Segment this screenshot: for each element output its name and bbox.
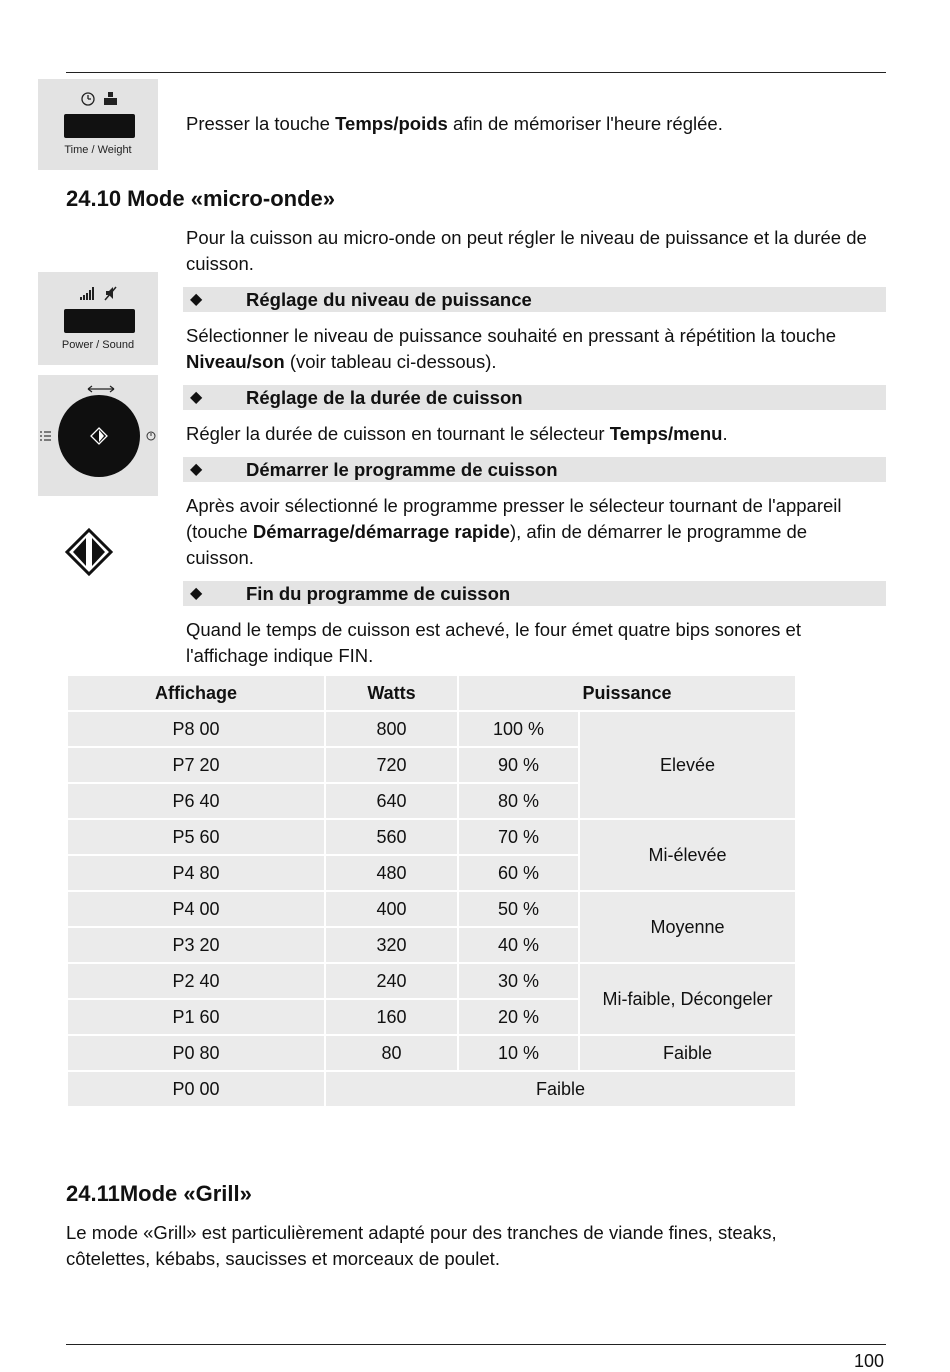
table-cell: P1 60: [67, 999, 325, 1035]
display-screen: [64, 114, 135, 138]
power-level-cell: Moyenne: [579, 891, 796, 963]
table-row: [67, 1071, 796, 1107]
table-cell: P4 00: [67, 891, 325, 927]
rotary-knob-icon: [38, 375, 158, 496]
table-cell: 100 %: [458, 711, 579, 747]
section-heading-micro: 24.10 Mode «micro-onde»: [66, 186, 335, 211]
table-row: [67, 1035, 796, 1071]
panel-caption: Time / Weight: [64, 144, 132, 156]
section-heading-grill: 24.11Mode «Grill»: [66, 1181, 252, 1206]
table-cell: 240: [325, 963, 458, 999]
bullet-bar: [183, 581, 886, 606]
display-screen: [64, 309, 135, 333]
table-header-row: [67, 675, 796, 711]
table-cell: 50 %: [458, 891, 579, 927]
diamond-bullet-icon: ◆: [190, 461, 203, 478]
grill-text: Le mode «Grill» est particulièrement adapté pour des tranches de viande fines, steaks, côtelettes, kébabs, saucisses et morceaux de poulet.: [66, 1222, 777, 1269]
table-cell: 80: [325, 1035, 458, 1071]
table-row: [67, 711, 796, 747]
table-cell: 720: [325, 747, 458, 783]
table-cell: 10 %: [458, 1035, 579, 1071]
table-cell: P7 20: [67, 747, 325, 783]
micro-intro: Pour la cuisson au micro-onde on peut régler le niveau de puissance et la durée de cuisson.: [186, 227, 867, 274]
power-level-mute-icon: [78, 286, 124, 302]
power-sound-panel: [38, 272, 158, 365]
clock-weight-icon: [80, 90, 120, 108]
bullet-text: Quand le temps de cuisson est achevé, le four émet quatre bips sonores et l'affichage indique FIN.: [186, 619, 801, 666]
table-cell: 800: [325, 711, 458, 747]
table-cell: 400: [325, 891, 458, 927]
table-header-cell: Affichage: [67, 675, 325, 711]
footer-rule: [66, 1344, 886, 1345]
diamond-bullet-icon: ◆: [190, 389, 203, 406]
table-cell: 80 %: [458, 783, 579, 819]
power-level-cell: Faible: [325, 1071, 796, 1107]
power-level-cell: Mi-élevée: [579, 819, 796, 891]
table-cell: P8 00: [67, 711, 325, 747]
table-cell: P4 80: [67, 855, 325, 891]
page-number: 100: [853, 1351, 884, 1371]
bullet-title: Réglage du niveau de puissance: [246, 289, 532, 310]
table-cell: 560: [325, 819, 458, 855]
table-cell: 70 %: [458, 819, 579, 855]
table-row: [67, 963, 796, 999]
table-cell: P2 40: [67, 963, 325, 999]
panel-caption: Power / Sound: [61, 339, 135, 351]
start-button-icon: [64, 527, 114, 577]
table-cell: 30 %: [458, 963, 579, 999]
power-level-cell: Faible: [579, 1035, 796, 1071]
power-level-cell: Elevée: [579, 711, 796, 819]
power-level-cell: Mi-faible, Décongeler: [579, 963, 796, 1035]
time-weight-panel: [38, 79, 158, 170]
rotary-knob-panel: [38, 375, 158, 496]
table-header-cell: Watts: [325, 675, 458, 711]
power-table: [66, 674, 797, 1108]
table-row: [67, 891, 796, 927]
bullet-bar: [183, 457, 886, 482]
table-cell: 20 %: [458, 999, 579, 1035]
bullet-bar: [183, 385, 886, 410]
table-cell: 320: [325, 927, 458, 963]
bullet-text: Après avoir sélectionné le programme presser le sélecteur tournant de l'appareil (touche Démarrage/démarrage rapide), afin de démarrer le programme de cuisson.: [186, 495, 842, 568]
header-rule: [66, 72, 886, 73]
table-cell: P5 60: [67, 819, 325, 855]
bullet-text: Régler la durée de cuisson en tournant le sélecteur Temps/menu.: [186, 423, 728, 444]
table-cell: 40 %: [458, 927, 579, 963]
table-cell: P0 80: [67, 1035, 325, 1071]
intro-text: Presser la touche Temps/poids afin de mémoriser l'heure réglée.: [186, 113, 723, 134]
table-cell: 90 %: [458, 747, 579, 783]
table-cell: 480: [325, 855, 458, 891]
bullet-title: Fin du programme de cuisson: [246, 583, 511, 604]
table-cell: 640: [325, 783, 458, 819]
table-cell: 60 %: [458, 855, 579, 891]
bullet-text: Sélectionner le niveau de puissance souhaité en pressant à répétition la touche Niveau/son (voir tableau ci-dessous).: [186, 325, 836, 372]
bullet-title: Réglage de la durée de cuisson: [246, 387, 523, 408]
table-cell: P3 20: [67, 927, 325, 963]
table-cell: P0 00: [67, 1071, 325, 1107]
diamond-bullet-icon: ◆: [190, 291, 203, 308]
bullet-bar: [183, 287, 886, 312]
table-cell: P6 40: [67, 783, 325, 819]
diamond-bullet-icon: ◆: [190, 585, 203, 602]
bullet-title: Démarrer le programme de cuisson: [246, 459, 558, 480]
table-header-cell: Puissance: [458, 675, 796, 711]
table-cell: 160: [325, 999, 458, 1035]
table-row: [67, 819, 796, 855]
